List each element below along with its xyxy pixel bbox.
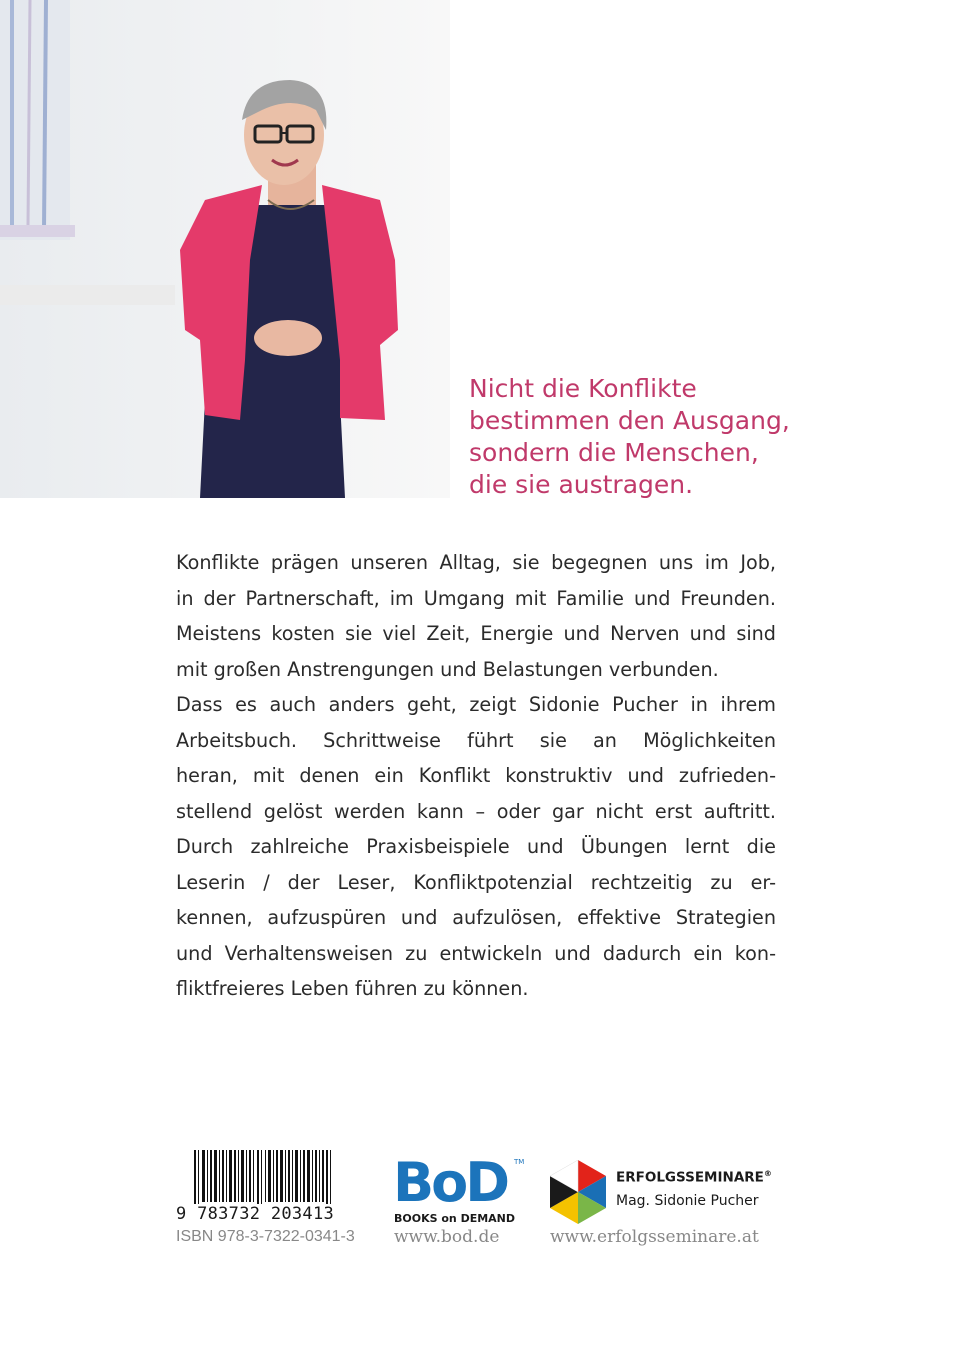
description-line: und Verhaltensweisen zu entwickeln und dadurch ein kon-	[176, 941, 776, 965]
author-photo	[0, 0, 450, 498]
description-line: Meistens kosten sie viel Zeit, Energie und Nerven und sind	[176, 622, 776, 645]
author-photo-illustration	[0, 0, 450, 498]
isbn-number: ISBN 978-3-7322-0341-3	[176, 1228, 355, 1245]
bod-url[interactable]: www.bod.de	[394, 1227, 500, 1247]
description-line: mit großen Anstrengungen und Belastungen verbunden.	[176, 657, 719, 681]
quote-line: Nicht die Konflikte	[469, 374, 697, 403]
description-line: Arbeitsbuch. Schrittweise führt sie an Möglichkeiten	[176, 728, 776, 752]
description-line: Konflikte prägen unseren Alltag, sie begegnen uns im Job,	[176, 551, 776, 574]
barcode-digits: 9 783732 203413	[176, 1204, 356, 1224]
quote-line: bestimmen den Ausgang,	[469, 406, 790, 435]
description-line: kennen, aufzuspüren und aufzulösen, effektive Strategien	[176, 906, 776, 929]
quote-line: sondern die Menschen,	[469, 438, 759, 467]
erfolgsseminare-logo-icon	[550, 1160, 606, 1224]
erfolgsseminare-subtitle: Mag. Sidonie Pucher	[616, 1193, 759, 1209]
erfolgsseminare-url[interactable]: www.erfolgsseminare.at	[550, 1227, 759, 1247]
book-description	[176, 545, 776, 1007]
bod-subtitle: BOOKS on DEMAND	[394, 1212, 516, 1225]
bod-trademark: TM	[514, 1158, 525, 1166]
bod-logo: BoD	[393, 1151, 508, 1214]
description-line: Leserin / der Leser, Konfliktpotenzial rechtzeitig zu er-	[176, 870, 776, 894]
erfolgsseminare-title	[616, 1169, 772, 1186]
pull-quote	[469, 373, 939, 501]
description-line: Durch zahlreiche Praxisbeispiele und Übungen lernt die	[176, 835, 776, 858]
erfolgsseminare-name: ERFOLGSSEMINARE	[616, 1169, 764, 1186]
description-line: Dass es auch anders geht, zeigt Sidonie Pucher in ihrem	[176, 693, 776, 716]
description-line: stellend gelöst werden kann – oder gar nicht erst auftritt.	[176, 799, 776, 823]
registered-mark: ®	[763, 1169, 772, 1178]
description-line: heran, mit denen ein Konflikt konstruktiv und zufrieden-	[176, 764, 776, 787]
description-line: fliktfreieres Leben führen zu können.	[176, 977, 529, 1000]
barcode-bars	[176, 1148, 356, 1210]
description-line: in der Partnerschaft, im Umgang mit Familie und Freunden.	[176, 586, 776, 610]
quote-line: die sie austragen.	[469, 470, 694, 499]
